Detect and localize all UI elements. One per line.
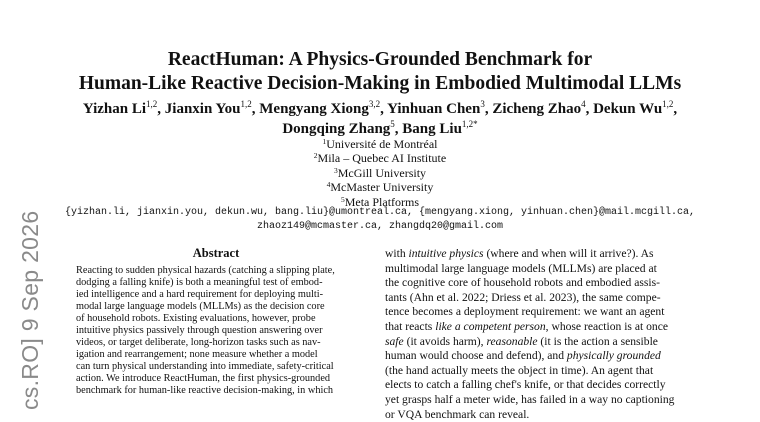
arxiv-stamp: cs.RO] 9 Sep 2026: [17, 210, 43, 410]
author-name: Jianxin You: [164, 101, 241, 117]
author-list: [0, 99, 760, 139]
abstract-line: of household robots. Existing evaluations, however, probe: [76, 313, 316, 324]
intro-line: or VQA benchmark can reveal.: [385, 407, 530, 421]
affiliation-list: [0, 137, 760, 209]
intro-line: yet grasps half a meter wide, has failed in a way no captioning: [385, 392, 675, 406]
abstract-line: intuitive physics passively through question answering over: [76, 325, 323, 336]
author-affil: 3,2: [368, 99, 381, 109]
abstract-line: can turn physical understanding into immediate, safety-critical: [76, 361, 334, 372]
author-name: Zicheng Zhao: [492, 101, 582, 117]
email-line-1: {yizhan.li, jianxin.you, dekun.wu, bang.liu}@umontreal.ca, {mengyang.xiong, yinhuan.chen}@mail.mcgill.ca,: [64, 207, 696, 218]
abstract-line: action. We introduce ReactHuman, the first physics-grounded: [76, 373, 331, 384]
intro-line: elects to catch a falling chef's knife, or that decides correctly: [385, 378, 666, 392]
abstract-line: dodging a falling knife) is both a meaningful test of embod-: [76, 277, 323, 288]
abstract-heading: Abstract: [192, 246, 240, 260]
author-name: Bang Liu: [402, 121, 462, 137]
affiliation: $^2$Mila – Quebec AI Institute: [313, 151, 447, 166]
paper-title: [0, 48, 760, 96]
author-affil: 1,2: [662, 99, 674, 109]
abstract-line: benchmark for human-like reactive decision-making, in which: [76, 385, 334, 396]
intro-line: (the hand actually meets the object in time). An agent that: [385, 363, 654, 377]
intro-line: multimodal large language models (MLLMs) are placed at: [385, 261, 657, 275]
author-line-1: Yizhan Li$^{1,2}$, Jianxin You$^{1,2}$, Mengyang Xiong$^{3,2}$, Yinhuan Chen$^3$, Zicheng Zhao$^4$, Dekun Wu$^{1,2}$,: [82, 99, 678, 117]
author-name: Mengyang Xiong: [259, 101, 369, 117]
intro-line: human would choose and defend), and physically grounded: [385, 349, 661, 363]
author-affil: 1,2*: [461, 119, 478, 129]
email-block: [0, 206, 760, 234]
abstract-body: [76, 265, 356, 397]
author-line-2: Dongqing Zhang$^5$, Bang Liu$^{1,2*}$: [282, 119, 478, 137]
affiliation: $^4$McMaster University: [326, 180, 434, 195]
intro-line: with intuitive physics (where and when will it arrive?). As: [385, 247, 654, 260]
author-affil: 4: [581, 99, 586, 109]
abstract-line: igation and rearrangement; none measure whether a model: [76, 349, 318, 360]
intro-line: the cognitive core of household robots and embodied assis-: [385, 276, 660, 290]
author-affil: 3: [480, 99, 485, 109]
affiliation: $^1$Université de Montréal: [322, 137, 438, 151]
intro-line: tence becomes a deployment requirement: we want an agent: [385, 305, 665, 319]
title-line-1: ReactHuman: A Physics-Grounded Benchmark for: [167, 49, 593, 70]
author-name: Yinhuan Chen: [387, 101, 481, 117]
intro-line: that reacts like a competent person, whose reaction is at once: [385, 319, 668, 333]
title-line-2: Human-Like Reactive Decision-Making in Embodied Multimodal LLMs: [78, 73, 682, 94]
intro-line: safe (it avoids harm), reasonable (it is the action a sensible: [385, 334, 658, 348]
abstract-line: ied intelligence and a hard requirement for deploying multi-: [76, 289, 324, 300]
author-affil: 5: [390, 119, 395, 129]
abstract-line: Reacting to sudden physical hazards (catching a slipping plate,: [76, 265, 335, 276]
affiliation: $^3$McGill University: [333, 165, 427, 180]
author-name: Yizhan Li: [82, 101, 147, 117]
author-affil: 1,2: [146, 99, 158, 109]
affiliation: $^5$Meta Platforms: [340, 194, 420, 209]
email-line-2: zhaoz149@mcmaster.ca, zhangdq20@gmail.com: [256, 221, 504, 232]
author-name: Dongqing Zhang: [282, 121, 391, 137]
abstract-line: videos, or target deliberate, long-horizon tasks such as nav-: [76, 337, 321, 348]
abstract-line: modal large language models (MLLMs) as the decision core: [76, 301, 325, 312]
intro-column: [385, 247, 685, 422]
author-affil: 1,2: [240, 99, 252, 109]
intro-line: tants (Ahn et al. 2022; Driess et al. 2023), the same compe-: [385, 290, 661, 304]
author-name: Dekun Wu: [593, 101, 663, 117]
